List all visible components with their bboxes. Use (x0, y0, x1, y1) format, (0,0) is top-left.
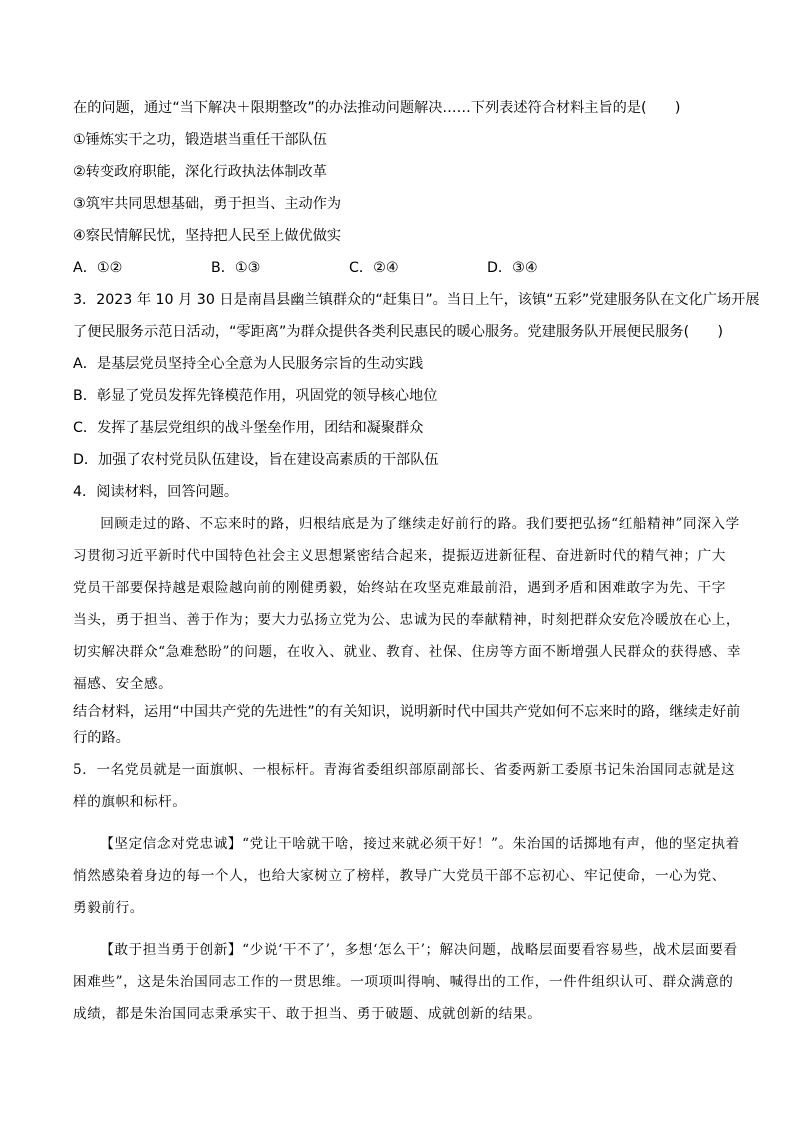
q3-option-a[interactable]: A．是基层党员坚持全心全意为人民服务宗旨的生动实践 (73, 356, 424, 372)
q3-stem-line-1: 3．2023 年 10 月 30 日是南昌县幽兰镇群众的“赶集日”。当日上午，该镇“五彩”党建服务队在文化广场开展 (73, 292, 760, 308)
q4-question-line-2: 行的路。 (73, 730, 130, 746)
q4-question-line-1: 结合材料，运用“中国共产党的先进性”的有关知识，说明新时代中国共产党如何不忘来时的路，继续走好前 (73, 704, 741, 720)
q2-stem: 在的问题，通过“当下解决＋限期整改”的办法推动问题解决……下列表述符合材料主旨的是( ) (73, 100, 681, 116)
q3-option-d[interactable]: D．加强了农村党员队伍建设，旨在建设高素质的干部队伍 (73, 452, 439, 468)
q5-block (73, 760, 740, 1024)
q4-material-line: 当头，勇于担当、善于作为；要大力弘扬立党为公、忠诚为民的奉献精神，时刻把群众安危冷暖放在心上， (73, 612, 741, 628)
q4-material-line: 习贯彻习近平新时代中国特色社会主义思想紧密结合起来，提振迈进新征程、奋进新时代的精气神；广大 (73, 548, 726, 564)
q4-material-line: 党员干部要保持越是艰险越向前的刚健勇毅，始终站在攻坚克难最前沿，遇到矛盾和困难敢字为先、干字 (73, 580, 726, 596)
page-content (73, 98, 760, 1036)
q5-intro-line-1: 5．一名党员就是一面旗帜、一根标杆。青海省委组织部原副部长、省委两新工委原书记朱治国同志就是这 (73, 762, 736, 778)
q5-para2-line: 困难些”，这是朱治国同志工作的一贯思维。一项项叫得响、喊得出的工作，一件件组织认可、群众满意的 (73, 974, 734, 990)
q4-stem: 4．阅读材料，回答问题。 (73, 484, 239, 500)
q5-intro-line-2: 样的旗帜和标杆。 (73, 794, 187, 810)
q3-stem-line-2: 了便民服务示范日活动，“零距离”为群众提供各类利民惠民的暖心服务。党建服务队开展便民服务( ) (73, 324, 724, 340)
q5-para2-line: 【敢于担当勇于创新】“少说‘干不了’，多想‘怎么干’；解决问题，战略层面要看容易些，战术层面要看 (100, 942, 738, 958)
q2-item-2: ②转变政府职能，深化行政执法体制改革 (73, 164, 327, 180)
q4-material-line: 回顾走过的路、不忘来时的路，归根结底是为了继续走好前行的路。我们要把弘扬“红船精神”同深入学 (100, 516, 740, 532)
q2-item-4: ④察民情解民忧，坚持把人民至上做优做实 (73, 228, 342, 244)
q2-option-a[interactable]: A．①② (73, 260, 123, 276)
q5-para1-line: 【坚定信念对党忠诚】“党让干啥就干啥，接过来就必须干好！”。朱治国的话掷地有声，他的坚定执着 (100, 836, 740, 852)
q4-material-line: 福感、安全感。 (73, 676, 173, 692)
q3-option-b[interactable]: B．彰显了党员发挥先锋模范作用，巩固党的领导核心地位 (73, 388, 438, 404)
q2-options (73, 258, 725, 278)
q5-para2-line: 成绩，都是朱治国同志秉承实干、敢于担当、勇于破题、成就创新的结果。 (73, 1006, 542, 1022)
q2-option-b[interactable]: B．①③ (211, 260, 261, 276)
q4-material-line: 切实解决群众“急难愁盼”的问题，在收入、就业、教育、社保、住房等方面不断增强人民群众的获得感、幸 (73, 644, 742, 660)
q2-item-1: ①锤炼实干之功，锻造堪当重任干部队伍 (73, 132, 327, 148)
q2-option-c[interactable]: C．②④ (349, 260, 399, 276)
q2-item-3: ③筑牢共同思想基础，勇于担当、主动作为 (73, 196, 342, 212)
q5-para1-line: 勇毅前行。 (73, 900, 144, 916)
q3-option-c[interactable]: C．发挥了基层党组织的战斗堡垒作用，团结和凝聚群众 (73, 420, 424, 436)
q4-material (73, 514, 742, 694)
q2-option-d[interactable]: D．③④ (487, 260, 538, 276)
q5-para1-line: 悄然感染着身边的每一个人，也给大家树立了榜样，教导广大党员干部不忘初心、牢记使命，一心为党、 (73, 868, 726, 884)
